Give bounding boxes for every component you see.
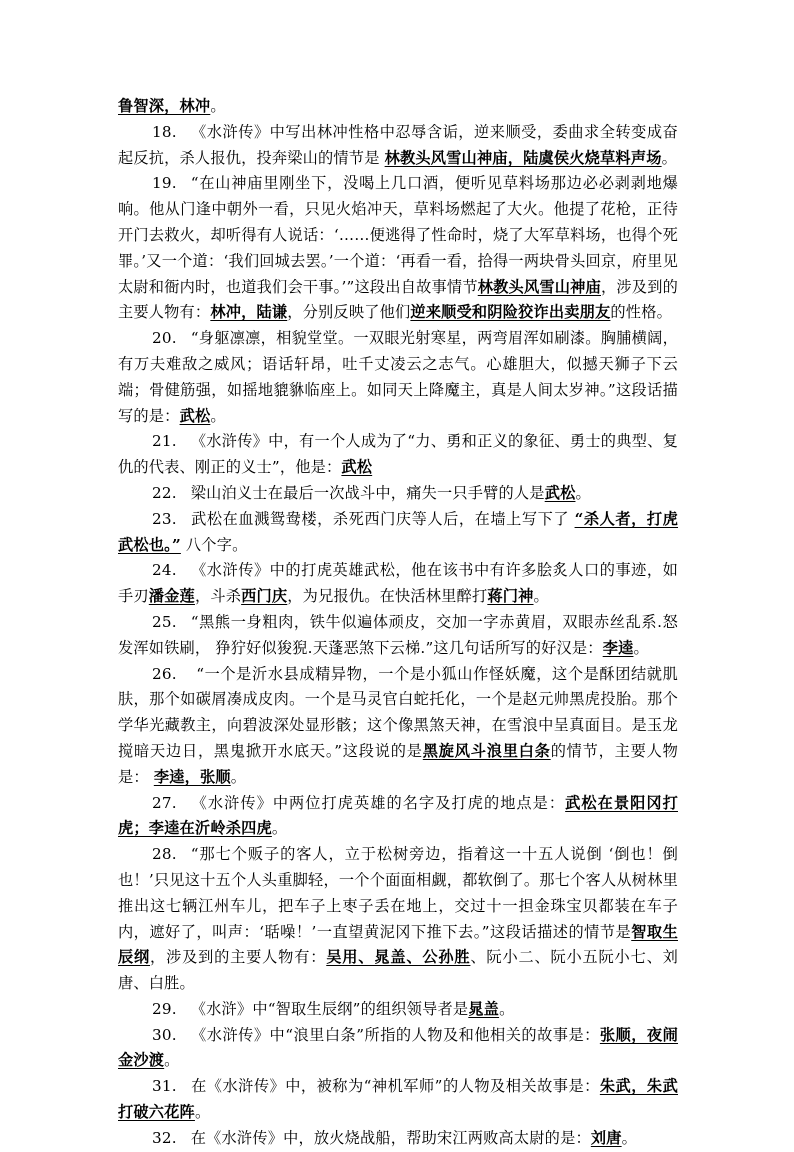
answer-text: 武松 (341, 458, 373, 477)
question-text: 。 (533, 587, 549, 606)
question-text: 武松在血溅鸳鸯楼，杀死西门庆等人后，在墙上写下了 (190, 509, 575, 528)
question-item (118, 1074, 678, 1126)
answer-text: 李逵，张顺 (153, 767, 231, 786)
question-text: “黑熊一身粗肉，铁牛似遍体顽皮，交加一字赤黄眉，双眼赤丝乱系.怒发浑如铁刷， 狰狞好似狻猊.天蓬恶煞下云梯.”这几句话所写的好汉是： (118, 612, 678, 657)
question-item (118, 481, 678, 507)
answer-text: 蒋门神 (487, 587, 534, 606)
question-item (118, 507, 678, 559)
question-text: 的性格。 (610, 303, 672, 322)
question-number: 29. (152, 999, 177, 1018)
question-number: 25. (152, 612, 177, 631)
question-text: 。 (164, 1051, 180, 1070)
question-item (118, 558, 678, 610)
question-text: 。 (210, 406, 226, 425)
question-number: 21. (152, 432, 177, 451)
question-item (118, 1023, 678, 1075)
question-text: 《水浒传》中两位打虎英雄的名字及打虎的地点是： (190, 793, 566, 812)
question-text: 《水浒》中“智取生辰纲”的组织领导者是 (190, 999, 469, 1018)
question-item (118, 791, 678, 843)
question-item (118, 171, 678, 326)
answer-text: 晁盖 (468, 999, 500, 1018)
question-text: 《水浒传》中的打虎英雄武松，他在该书中有许多脍炙人口的事迹，如手刃 (118, 561, 678, 606)
question-text: ，涉及到的主要人物有： (118, 277, 678, 322)
answer-text: 刘唐 (590, 1128, 622, 1147)
answer-text: 林教头风雪山神庙 (477, 277, 601, 296)
answer-text: “杀人者，打虎武松也。” (118, 509, 679, 554)
question-item (118, 120, 678, 172)
answer-text: 西门庆 (241, 587, 288, 606)
question-number: 26. (152, 664, 177, 683)
question-text: “一个是沂水县成精异物，一个是小狐山作怪妖魔，这个是酥团结就肌肤，那个如碳屑凑成皮肉。一个是马灵官白蛇托化，一个是赵元帅黑虎投胎。那个学华光藏教主，向碧波深处显形骸；这个像黑煞天神，在雪浪中呈真面目。是玉龙搅暗天边日，黑鬼掀开水底天。”这段说的是 (118, 664, 678, 760)
question-number: 20. (152, 329, 177, 348)
answer-text: 武松 (544, 483, 576, 502)
answer-text: 智取生辰纲 (118, 922, 678, 967)
answer-text: 朱武，朱武打破六花阵 (118, 1077, 679, 1122)
question-number: 22. (152, 483, 177, 502)
question-text: 的情节，主要人物是： (118, 741, 678, 786)
question-text: 。 (271, 819, 288, 838)
question-text: 。 (230, 767, 247, 786)
question-text: “在山神庙里刚坐下，没喝上几口酒，便听见草料场那边必必剥剥地爆响。他从门逢中朝外一看，只见火焰冲天，草料场燃起了大火。他提了花枪，正待开门去救火，却听得有人说话：‘……便逃得了性命时，烧了大军草料场，也得个死罪。’又一个道：‘我们回城去罢。’一个道：‘再看一看，拾得一两块骨头回京，府里见太尉和衙内时，也道我们会干事。’”这段出自故事情节 (118, 174, 678, 296)
question-number: 28. (152, 845, 177, 864)
question-item (118, 94, 678, 120)
question-text: 。 (210, 97, 226, 115)
question-text: 、阮小二、阮小五阮小七、刘唐、白胜。 (118, 948, 678, 993)
question-number: 18. (152, 122, 177, 141)
question-item (118, 429, 678, 481)
answer-text: 林教头风雪山神庙，陆虞侯火烧草料声场 (384, 148, 662, 167)
question-text: 梁山泊义士在最后一次战斗中，痛失一只手臂的人是 (190, 483, 545, 502)
question-item (118, 842, 678, 997)
answer-text: 武松在景阳冈打虎；李逵在沂岭杀四虎 (118, 793, 678, 838)
question-number: 32. (152, 1128, 177, 1147)
question-text: ，为兄报仇。在快活林里醉打 (287, 587, 488, 606)
answer-text: 吴用、晁盖、公孙胜 (326, 948, 471, 967)
question-item (118, 662, 678, 791)
answer-text: 武松 (179, 406, 211, 425)
answer-text: 鲁智深，林冲 (118, 97, 211, 115)
question-number: 19. (152, 174, 177, 193)
answer-text: 李逵 (602, 638, 634, 657)
question-number: 30. (152, 1025, 177, 1044)
question-text: 《水浒传》中写出林冲性格中忍辱含诟，逆来顺受，委曲求全转变成奋起反抗，杀人报仇，投奔梁山的情节是 (118, 122, 678, 167)
question-text: 在《水浒传》中，被称为“神机军师”的人物及相关故事是： (190, 1077, 600, 1096)
question-text: 。 (633, 638, 649, 657)
question-text: 八个字。 (180, 535, 248, 554)
question-text: 。 (621, 1128, 638, 1147)
answer-text: 潘金莲 (148, 587, 195, 606)
question-text: 。 (194, 1103, 211, 1122)
question-number: 23. (152, 509, 177, 528)
question-item (118, 610, 678, 662)
document-page (118, 94, 678, 1152)
answer-text: 张顺，夜闹金沙渡 (118, 1025, 679, 1070)
question-item (118, 1126, 678, 1152)
question-text: “那七个贩子的客人，立于松树旁边，指着这一十五人说倒 ‘倒也！倒也！’只见这十五个人头重脚轻，一个个面面相觑，都软倒了。那七个客人从树林里推出这七辆江州车儿，把车子上枣子丢在地上，交过十一担金珠宝贝都装在车子内，遮好了，叫声：‘聒噪！’一直望黄泥冈下推下去。”这段话描述的情节是 (118, 845, 678, 941)
answer-text: 黑旋风斗浪里白条 (422, 741, 551, 760)
answer-text: 林冲，陆谦 (210, 303, 288, 322)
question-text: ，分别反映了他们 (287, 303, 411, 322)
question-text: 。 (575, 483, 591, 502)
question-number: 24. (152, 561, 177, 580)
question-number: 27. (152, 793, 177, 812)
question-text: 《水浒传》中“浪里白条”所指的人物及和他相关的故事是： (190, 1025, 600, 1044)
question-text: 在《水浒传》中，放火烧战船，帮助宋江两败高太尉的是： (190, 1128, 591, 1147)
question-text: 《水浒传》中，有一个人成为了“力、勇和正义的象征、勇士的典型、复仇的代表、刚正的义士”，他是： (118, 432, 678, 477)
question-text: ，涉及到的主要人物有： (150, 948, 327, 967)
question-text: “身躯凛凛，相貌堂堂。一双眼光射寒星，两弯眉浑如刷漆。胸脯横阔，有万夫难敌之威风；语话轩昂，吐千丈凌云之志气。心雄胆大，似撼天狮子下云端；骨健筋强，如摇地貔貅临座上。如同天上降魔主，真是人间太岁神。”这段话描写的是： (118, 329, 678, 425)
question-text: ，斗杀 (194, 587, 242, 606)
question-text: 。 (499, 999, 515, 1018)
question-number: 31. (152, 1077, 177, 1096)
question-item (118, 997, 678, 1023)
question-item (118, 326, 678, 429)
answer-text: 逆来顺受和阴险狡诈出卖朋友 (410, 303, 611, 322)
question-text: 。 (661, 148, 677, 167)
